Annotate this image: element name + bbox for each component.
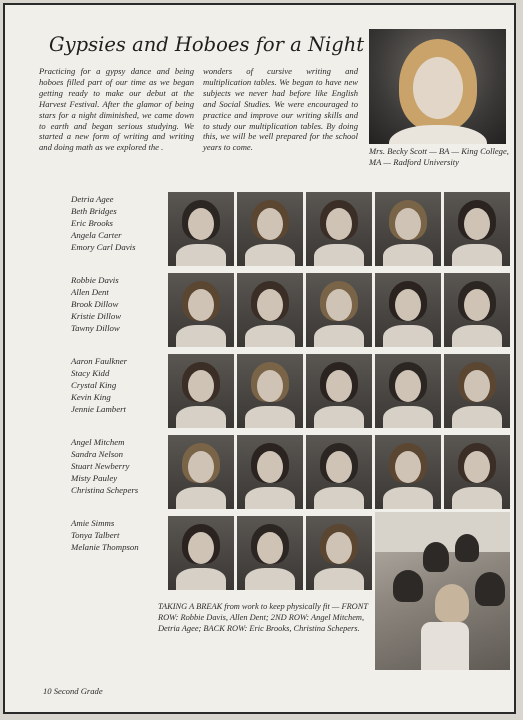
student-portrait [168,516,234,590]
student-portrait [375,273,441,347]
student-name: Allen Dent [71,287,109,297]
student-portrait [168,435,234,509]
student-name: Kristie Dillow [71,311,122,321]
student-portrait [306,192,372,266]
student-name: Robbie Davis [71,275,119,285]
student-portrait [237,435,303,509]
student-portrait [306,435,372,509]
story-column-2: wonders of cursive writing and multiplication tables. We began to have new subjects we never had before like English and Social Studies. We were encouraged to practice and improve our writing skills and to study our multiplication tables. By doing this, we will be well prepared for the school years to come. [203,66,358,153]
student-portrait [237,516,303,590]
student-name: Christina Schepers [71,485,139,495]
student-name: Misty Pauley [71,473,118,483]
student-portrait [168,192,234,266]
student-name: Stacy Kidd [71,368,110,378]
student-portrait [444,273,510,347]
student-name: Tonya Talbert [71,530,120,540]
student-name: Sandra Nelson [71,449,124,459]
story-column-1: Practicing for a gypsy dance and being hoboes filled part of our time as we began getting ready to make our debut at the Harvest Festival. After the glamor of being stars for a night diminished, we came down to earth and began serious studying. We started a new form of writing and writing and doing math as we explored the . [39,66,194,153]
name-list-row-3 [71,355,171,415]
student-portrait [444,435,510,509]
name-list-row-1 [71,193,171,253]
class-candid-photo [375,512,510,670]
student-name: Amie Simms [71,518,115,528]
student-portrait [375,192,441,266]
page-folio: 10 Second Grade [43,686,103,696]
teacher-caption: Mrs. Becky Scott — BA — King College, MA — Radford University [369,146,509,167]
student-name: Eric Brooks [71,218,113,228]
student-portrait [237,192,303,266]
student-portrait [306,354,372,428]
student-name: Beth Bridges [71,206,117,216]
student-name: Kevin King [71,392,111,402]
student-name: Aaron Faulkner [71,356,128,366]
student-name: Crystal King [71,380,117,390]
student-name: Detria Agee [71,194,114,204]
student-portrait [375,435,441,509]
student-name: Brook Dillow [71,299,119,309]
student-portrait [306,273,372,347]
student-portrait [306,516,372,590]
name-list-row-5 [71,517,171,553]
student-portrait [237,273,303,347]
student-portrait [444,192,510,266]
name-list-row-4 [71,436,171,496]
student-name: Emory Carl Davis [71,242,136,252]
name-list-row-2 [71,274,171,334]
student-name: Tawny Dillow [71,323,120,333]
student-portrait [237,354,303,428]
student-portrait [375,354,441,428]
student-name: Angela Carter [71,230,122,240]
teacher-portrait [369,29,506,144]
student-name: Melanie Thompson [71,542,139,552]
yearbook-page [3,3,516,714]
student-name: Stuart Newberry [71,461,130,471]
photo-caption: TAKING A BREAK from work to keep physically fit — FRONT ROW: Robbie Davis, Allen Dent; 2ND ROW: Angel Mitchem, Detria Agee; BACK ROW: Eric Brooks, Christina Schepers. [158,602,368,633]
student-portrait [168,354,234,428]
page-title: Gypsies and Hoboes for a Night [49,33,365,56]
student-portrait [444,354,510,428]
student-portrait [168,273,234,347]
student-name: Angel Mitchem [71,437,125,447]
student-name: Jennie Lambert [71,404,126,414]
